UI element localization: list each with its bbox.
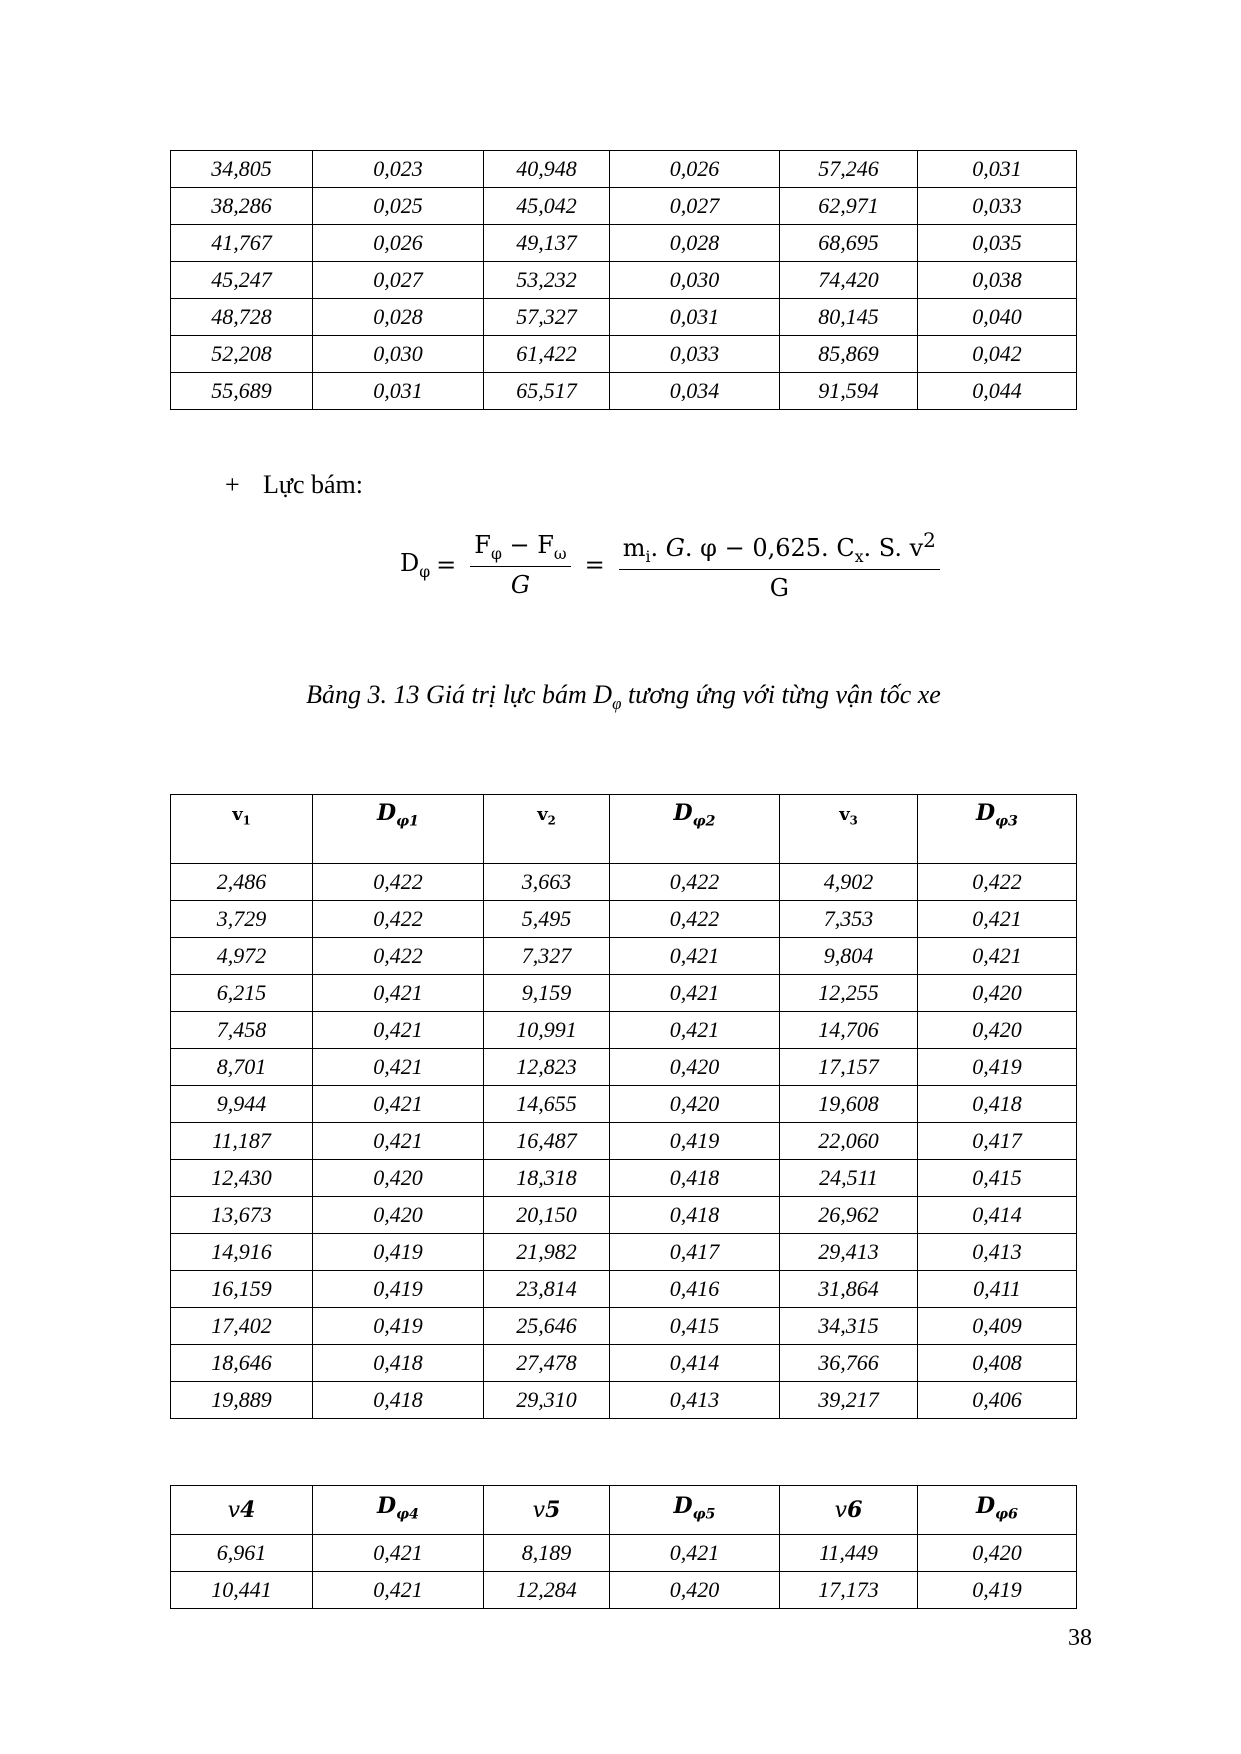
table-cell: 0,414	[610, 1345, 780, 1382]
table-cell: 0,422	[918, 864, 1077, 901]
table-cell: 55,689	[171, 373, 313, 410]
column-header: $D_{\varphi 1}$	[313, 795, 484, 864]
table-cell: 62,971	[780, 188, 918, 225]
table-cell: 3,663	[484, 864, 610, 901]
table-cell: 6,961	[171, 1535, 313, 1572]
table-cell: 4,972	[171, 938, 313, 975]
table-row	[171, 188, 1077, 225]
fraction-2	[619, 528, 940, 603]
table-cell: 48,728	[171, 299, 313, 336]
table-row	[171, 1197, 1077, 1234]
table-cell: 0,422	[313, 901, 484, 938]
table-cell: 61,422	[484, 336, 610, 373]
table-cell: 10,441	[171, 1572, 313, 1609]
table-cell: 0,420	[313, 1160, 484, 1197]
table-cell: 39,217	[780, 1382, 918, 1419]
fraction-1	[470, 531, 570, 600]
table-cell: 9,944	[171, 1086, 313, 1123]
table-cell: 0,030	[610, 262, 780, 299]
table-cell: 0,034	[610, 373, 780, 410]
table-cell: 0,421	[313, 1535, 484, 1572]
table-cell: 0,413	[610, 1382, 780, 1419]
column-header: v5	[484, 1486, 610, 1535]
table-cell: 12,823	[484, 1049, 610, 1086]
table-cell: 17,402	[171, 1308, 313, 1345]
table-row	[171, 373, 1077, 410]
table-cell: 0,414	[918, 1197, 1077, 1234]
table-cell: 0,025	[313, 188, 484, 225]
table-cell: 0,419	[610, 1123, 780, 1160]
table-body	[171, 1535, 1077, 1609]
table-cell: 0,420	[610, 1049, 780, 1086]
table-cell: 19,608	[780, 1086, 918, 1123]
table-cell: 0,031	[918, 151, 1077, 188]
table-cell: 40,948	[484, 151, 610, 188]
table-cell: 0,421	[313, 1012, 484, 1049]
table-row	[171, 1271, 1077, 1308]
table-row	[171, 1382, 1077, 1419]
table-cell: 45,042	[484, 188, 610, 225]
table-cell: 16,487	[484, 1123, 610, 1160]
table-cell: 0,421	[313, 1123, 484, 1160]
table-cell: 0,420	[313, 1197, 484, 1234]
table-cell: 49,137	[484, 225, 610, 262]
bullet-item	[225, 470, 363, 500]
table-cell: 0,030	[313, 336, 484, 373]
table-cell: 0,026	[313, 225, 484, 262]
table-cell: 3,729	[171, 901, 313, 938]
table-cell: 0,421	[610, 975, 780, 1012]
table-cell: 0,421	[918, 938, 1077, 975]
table-header-row	[171, 1486, 1077, 1535]
table-cell: 10,991	[484, 1012, 610, 1049]
table-cell: 17,157	[780, 1049, 918, 1086]
table-cell: 0,040	[918, 299, 1077, 336]
table-cell: 29,413	[780, 1234, 918, 1271]
table-cell: 0,418	[313, 1382, 484, 1419]
table-body	[171, 864, 1077, 1419]
table-cell: 0,417	[918, 1123, 1077, 1160]
table-cell: 0,419	[313, 1271, 484, 1308]
table-cell: 0,421	[313, 1086, 484, 1123]
table-cell: 0,035	[918, 225, 1077, 262]
table-cell: 0,023	[313, 151, 484, 188]
table-cell: 0,421	[313, 1572, 484, 1609]
table-header-row	[171, 795, 1077, 864]
fraction-2-denominator: G	[769, 574, 789, 603]
table-cell: 7,327	[484, 938, 610, 975]
table-cell: 29,310	[484, 1382, 610, 1419]
column-header: $D_{\varphi 4}$	[313, 1486, 484, 1535]
table-cell: 8,701	[171, 1049, 313, 1086]
table-cell: 14,706	[780, 1012, 918, 1049]
table-row	[171, 262, 1077, 299]
table-cell: 0,421	[610, 938, 780, 975]
table-cell: 12,430	[171, 1160, 313, 1197]
column-header: v4	[171, 1486, 313, 1535]
table-caption: Bảng 3. 13 Giá trị lực bám $D_\varphi$ tương ứng với từng vận tốc xe	[306, 680, 941, 714]
table-cell: 0,027	[610, 188, 780, 225]
table-cell: 0,031	[610, 299, 780, 336]
column-header: $D_{\varphi 5}$	[610, 1486, 780, 1535]
table-cell: 26,962	[780, 1197, 918, 1234]
table-cell: 0,042	[918, 336, 1077, 373]
table-cell: 34,805	[171, 151, 313, 188]
table-cell: 18,318	[484, 1160, 610, 1197]
table-cell: 57,327	[484, 299, 610, 336]
table-cell: 0,033	[610, 336, 780, 373]
table-cell: 0,026	[610, 151, 780, 188]
table-cell: 12,255	[780, 975, 918, 1012]
page-number: 38	[1068, 1625, 1092, 1651]
table-cell: 31,864	[780, 1271, 918, 1308]
table-row	[171, 1049, 1077, 1086]
bullet-text: Lực bám:	[263, 470, 364, 499]
table-cell: 17,173	[780, 1572, 918, 1609]
column-header: $D_{\varphi 6}$	[918, 1486, 1077, 1535]
table-cell: 0,031	[313, 373, 484, 410]
table-cell: 41,767	[171, 225, 313, 262]
table-cell: 0,027	[313, 262, 484, 299]
table-cell: 0,028	[313, 299, 484, 336]
table-cell: 0,421	[918, 901, 1077, 938]
table-row	[171, 975, 1077, 1012]
equals-sign: =	[436, 551, 457, 579]
table-row	[171, 864, 1077, 901]
column-header: v6	[780, 1486, 918, 1535]
fraction-1-numerator: $F_\varphi - F_\omega$	[470, 531, 570, 568]
table-cell: 0,413	[918, 1234, 1077, 1271]
table-cell: 13,673	[171, 1197, 313, 1234]
table-row	[171, 1234, 1077, 1271]
table-cell: 0,422	[313, 864, 484, 901]
table-row	[171, 1086, 1077, 1123]
table-cell: 85,869	[780, 336, 918, 373]
table-row	[171, 225, 1077, 262]
table-cell: 21,982	[484, 1234, 610, 1271]
table-row	[171, 336, 1077, 373]
table-cell: 0,422	[610, 864, 780, 901]
table-cell: 0,408	[918, 1345, 1077, 1382]
table-cell: 38,286	[171, 188, 313, 225]
table-cell: 27,478	[484, 1345, 610, 1382]
table-row	[171, 1012, 1077, 1049]
table-cell: 0,038	[918, 262, 1077, 299]
table-cell: 0,419	[918, 1572, 1077, 1609]
table-cell: 0,420	[610, 1572, 780, 1609]
table-cell: 5,495	[484, 901, 610, 938]
table-cell: 0,028	[610, 225, 780, 262]
table-cell: 18,646	[171, 1345, 313, 1382]
table-cell: 0,409	[918, 1308, 1077, 1345]
table-row	[171, 1345, 1077, 1382]
table-cell: 74,420	[780, 262, 918, 299]
table-cell: 0,420	[610, 1086, 780, 1123]
table-cell: 0,044	[918, 373, 1077, 410]
table-cell: 24,511	[780, 1160, 918, 1197]
table-cell: 4,902	[780, 864, 918, 901]
table-cell: 8,189	[484, 1535, 610, 1572]
table-cell: 11,449	[780, 1535, 918, 1572]
formula-lhs: $D_\varphi$	[400, 549, 431, 581]
column-header: $v_1$	[171, 795, 313, 864]
table-cell: 68,695	[780, 225, 918, 262]
table-cell: 19,889	[171, 1382, 313, 1419]
table-row	[171, 1160, 1077, 1197]
bullet-symbol: +	[225, 470, 240, 499]
data-table-main	[170, 794, 1077, 1419]
table-row	[171, 901, 1077, 938]
table-cell: 57,246	[780, 151, 918, 188]
table-cell: 11,187	[171, 1123, 313, 1160]
table-row	[171, 299, 1077, 336]
table-cell: 22,060	[780, 1123, 918, 1160]
table-cell: 52,208	[171, 336, 313, 373]
table-cell: 0,415	[610, 1308, 780, 1345]
table-cell: 20,150	[484, 1197, 610, 1234]
table-cell: 9,159	[484, 975, 610, 1012]
table-cell: 0,421	[610, 1535, 780, 1572]
table-cell: 0,417	[610, 1234, 780, 1271]
table-cell: 14,655	[484, 1086, 610, 1123]
table-cell: 0,421	[610, 1012, 780, 1049]
table-cell: 7,353	[780, 901, 918, 938]
table-cell: 0,416	[610, 1271, 780, 1308]
table-cell: 14,916	[171, 1234, 313, 1271]
adhesion-formula	[400, 525, 948, 605]
table-cell: 0,415	[918, 1160, 1077, 1197]
table-cell: 0,419	[313, 1308, 484, 1345]
table-row	[171, 1572, 1077, 1609]
table-cell: 7,458	[171, 1012, 313, 1049]
table-row	[171, 1535, 1077, 1572]
table-cell: 12,284	[484, 1572, 610, 1609]
table-cell: 0,418	[918, 1086, 1077, 1123]
column-header: $v_2$	[484, 795, 610, 864]
table-cell: 0,406	[918, 1382, 1077, 1419]
table-cell: 45,247	[171, 262, 313, 299]
table-cell: 6,215	[171, 975, 313, 1012]
column-header: $D_{\varphi 3}$	[918, 795, 1077, 864]
data-table-top	[170, 150, 1077, 410]
table-cell: 0,420	[918, 975, 1077, 1012]
table-cell: 34,315	[780, 1308, 918, 1345]
column-header: $D_{\varphi 2}$	[610, 795, 780, 864]
data-table-bottom	[170, 1485, 1077, 1609]
table-cell: 0,418	[313, 1345, 484, 1382]
table-cell: 65,517	[484, 373, 610, 410]
table-cell: 0,033	[918, 188, 1077, 225]
table-cell: 0,421	[313, 975, 484, 1012]
table-cell: 0,422	[610, 901, 780, 938]
equals-sign: =	[584, 551, 605, 579]
table-cell: 0,411	[918, 1271, 1077, 1308]
table-cell: 0,419	[313, 1234, 484, 1271]
table-cell: 2,486	[171, 864, 313, 901]
table-body	[171, 151, 1077, 410]
table-cell: 23,814	[484, 1271, 610, 1308]
table-cell: 80,145	[780, 299, 918, 336]
column-header: $v_3$	[780, 795, 918, 864]
table-row	[171, 151, 1077, 188]
table-cell: 0,419	[918, 1049, 1077, 1086]
table-cell: 25,646	[484, 1308, 610, 1345]
table-cell: 0,421	[313, 1049, 484, 1086]
table-row	[171, 938, 1077, 975]
table-cell: 0,418	[610, 1160, 780, 1197]
table-cell: 0,420	[918, 1535, 1077, 1572]
fraction-2-numerator: $m_i$. G. φ − 0,625. $C_x$. S. $v^2$	[619, 528, 940, 571]
fraction-1-denominator: G	[510, 571, 531, 600]
table-row	[171, 1308, 1077, 1345]
table-cell: 0,418	[610, 1197, 780, 1234]
table-row	[171, 1123, 1077, 1160]
table-cell: 91,594	[780, 373, 918, 410]
table-cell: 36,766	[780, 1345, 918, 1382]
table-cell: 9,804	[780, 938, 918, 975]
table-cell: 53,232	[484, 262, 610, 299]
table-cell: 0,422	[313, 938, 484, 975]
table-cell: 16,159	[171, 1271, 313, 1308]
table-cell: 0,420	[918, 1012, 1077, 1049]
